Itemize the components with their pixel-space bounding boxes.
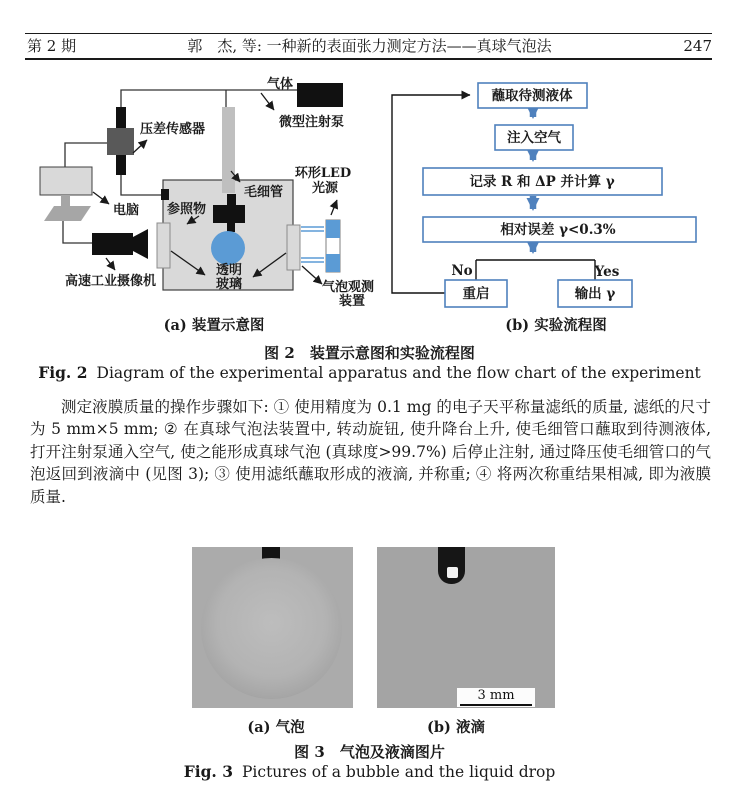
observer-label-2: 装置 xyxy=(338,294,366,309)
issue-number: 第 2 期 xyxy=(27,37,77,55)
computer-monitor xyxy=(40,167,92,195)
syringe-pump xyxy=(297,83,343,107)
step-dip: 蘸取待测液体 xyxy=(491,88,573,104)
step-output: 输出 γ xyxy=(574,286,616,302)
led-light-rays xyxy=(301,227,324,262)
pump-label: 微型注射泵 xyxy=(279,115,345,130)
step-record: 记录 R 和 ΔP 并计算 γ xyxy=(469,174,615,190)
pressure-sensor xyxy=(107,107,134,175)
gas-label: 气体 xyxy=(266,77,294,92)
ring-led xyxy=(326,220,340,272)
subcaption-a: (a) 装置示意图 xyxy=(163,317,265,334)
apparatus-diagram xyxy=(30,75,375,337)
scale-bar-label: 3 mm xyxy=(477,688,515,703)
scale-bar xyxy=(457,688,535,707)
camera-label: 高速工业摄像机 xyxy=(65,274,157,289)
running-title: 郭 杰, 等: 一种新的表面张力测定方法——真球气泡法 xyxy=(187,37,552,55)
experiment-flowchart xyxy=(380,78,700,313)
glass-window-right xyxy=(287,225,300,270)
figure3-caption-en xyxy=(0,762,739,781)
header-rule-top xyxy=(25,33,712,34)
reference-label: 参照物 xyxy=(167,202,207,217)
branch-yes: Yes xyxy=(594,264,620,280)
page-number: 247 xyxy=(683,37,712,55)
drop-highlight xyxy=(447,567,458,578)
figure3-caption-text: Pictures of a bubble and the liquid drop xyxy=(242,763,556,781)
glass-label-2: 玻璃 xyxy=(215,277,243,292)
wall-connector xyxy=(161,189,169,200)
branch-no: No xyxy=(451,263,473,279)
computer-label: 电脑 xyxy=(113,203,140,218)
observer-label-1: 气泡观测 xyxy=(321,280,375,295)
bubble xyxy=(211,231,245,265)
step-check: 相对误差 γ<0.3% xyxy=(500,222,616,238)
scale-bar-line xyxy=(460,704,532,706)
keyboard xyxy=(44,206,91,221)
figure3-caption-prefix: Fig. 3 xyxy=(183,762,233,781)
figure2-caption-en xyxy=(0,363,739,382)
step-inject: 注入空气 xyxy=(507,130,561,146)
bubble-photo xyxy=(192,547,353,708)
figure3-subcaption-a: (a) 气泡 xyxy=(247,719,305,736)
glass-label-1: 透明 xyxy=(215,263,243,278)
branch-lines xyxy=(476,260,595,280)
body-paragraph: 测定液膜质量的操作步骤如下: ① 使用精度为 0.1 mg 的电子天平称量滤纸的质量, 滤纸的尺寸为 5 mm×5 mm; ② 在真球气泡法装置中, 转动旋钮, 使升降台上升, 使毛细管口蘸取到待测液体, 打开注射泵通入空气, 使之能形成真球气泡 (真球度>99.7%) 后停止注射, 通过降压使毛细管口的气泡返回到液滴中 (见图 3); ③ 使用滤纸蘸取形成的液滴, 并称重; ④ 将两次称重结果相减, 即为液膜质量. xyxy=(30,398,711,506)
step-restart: 重启 xyxy=(462,286,490,302)
header-rule-bottom xyxy=(25,58,712,60)
led-label-2: 光源 xyxy=(311,181,339,196)
capillary-with-drop xyxy=(438,547,465,584)
capillary-label: 毛细管 xyxy=(244,185,284,200)
figure2-caption-zh: 图 2 装置示意图和实验流程图 xyxy=(264,344,475,362)
sensor-label: 压差传感器 xyxy=(140,122,206,137)
figure3-caption-zh: 图 3 气泡及液滴图片 xyxy=(294,743,445,761)
led-label-1: 环形LED xyxy=(294,166,352,181)
figure3-subcaption-b: (b) 液滴 xyxy=(427,719,485,736)
droplet-photo xyxy=(377,547,555,708)
glass-window-left xyxy=(157,223,170,268)
industrial-camera xyxy=(92,229,148,259)
figure2-caption-text: Diagram of the experimental apparatus and the flow chart of the experiment xyxy=(96,364,701,382)
subcaption-b: (b) 实验流程图 xyxy=(505,317,607,334)
figure2-caption-prefix: Fig. 2 xyxy=(38,363,88,382)
bubble-image xyxy=(201,558,342,699)
capillary-tube xyxy=(222,107,235,193)
